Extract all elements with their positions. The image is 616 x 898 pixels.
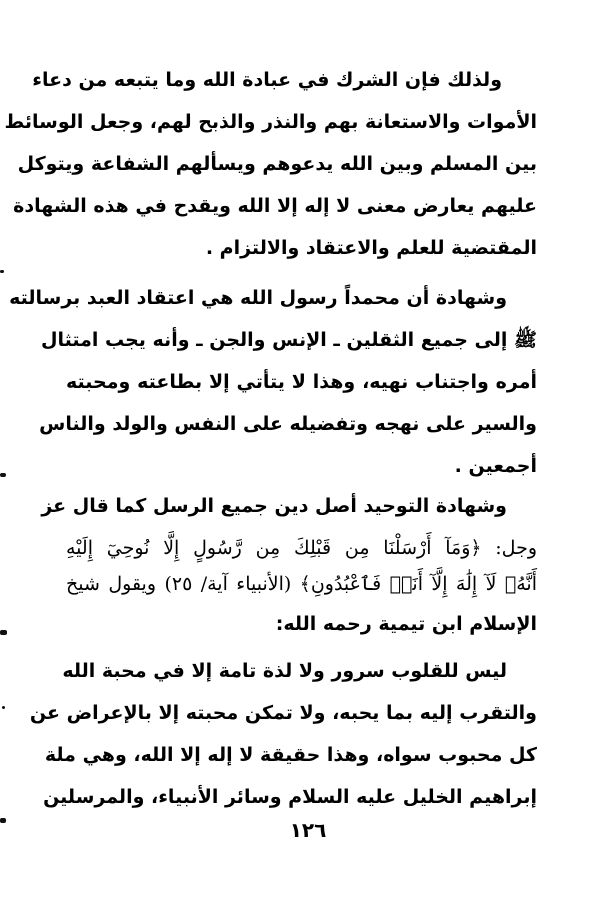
text-line: وشهادة أن محمداً رسول الله هي اعتقاد العبد برسالته xyxy=(9,287,507,309)
text-line: والتقرب إليه بما يحبه، ولا تمكن محبته إلا بالإعراض عن xyxy=(29,702,537,724)
text-line: أجمعين . xyxy=(454,455,537,477)
text-line: ليس للقلوب سرور ولا لذة تامة إلا في محبة الله xyxy=(62,660,507,682)
text-line: كل محبوب سواه، وهذا حقيقة لا إله إلا الله، وهي ملة xyxy=(44,744,537,766)
text-line: المقتضية للعلم والاعتقاد والالتزام . xyxy=(205,237,537,259)
quran-verse-line: أَنَّهُۥ لَآ إِلَٰهَ إِلَّآ أَنَا۠ فَٱعْبُدُونِ﴾ (الأنبياء آية/ ٢٥) ويقول شيخ xyxy=(66,573,537,595)
text-line: ولذلك فإن الشرك في عبادة الله وما يتبعه من دعاء xyxy=(32,69,502,91)
scan-edge-mark xyxy=(0,630,7,635)
text-line: ﷺ إلى جميع الثقلين ـ الإنس والجن ـ وأنه يجب امتثال xyxy=(40,329,537,351)
scan-edge-mark xyxy=(0,473,6,477)
text-line: الأموات والاستعانة بهم والنذر والذبح لهم، وجعل الوسائط xyxy=(4,111,537,133)
text-line: بين المسلم وبين الله يدعوهم ويسألهم الشفاعة ويتوكل xyxy=(17,153,537,175)
page-number: ١٢٦ xyxy=(289,818,327,842)
scan-edge-mark xyxy=(2,706,5,709)
scan-edge-mark xyxy=(0,818,6,823)
text-line: والسير على نهجه وتفضيله على النفس والولد والناس xyxy=(39,413,537,435)
text-line: أمره واجتناب نهيه، وهذا لا يتأتي إلا بطاعته ومحبته xyxy=(66,371,537,393)
quran-verse-line: وجل: ﴿وَمَآ أَرْسَلْنَا مِن قَبْلِكَ مِن رَّسُولٍ إِلَّا نُوحِيٓ إِلَيْهِ xyxy=(66,537,537,559)
scan-edge-mark xyxy=(0,270,4,273)
text-line: وشهادة التوحيد أصل دين جميع الرسل كما قال عز xyxy=(41,495,507,517)
text-line: إبراهيم الخليل عليه السلام وسائر الأنبياء، والمرسلين xyxy=(43,786,537,808)
text-line: عليهم يعارض معنى لا إله إلا الله ويقدح في هذه الشهادة xyxy=(13,195,537,217)
text-line: الإسلام ابن تيمية رحمه الله: xyxy=(275,613,537,635)
